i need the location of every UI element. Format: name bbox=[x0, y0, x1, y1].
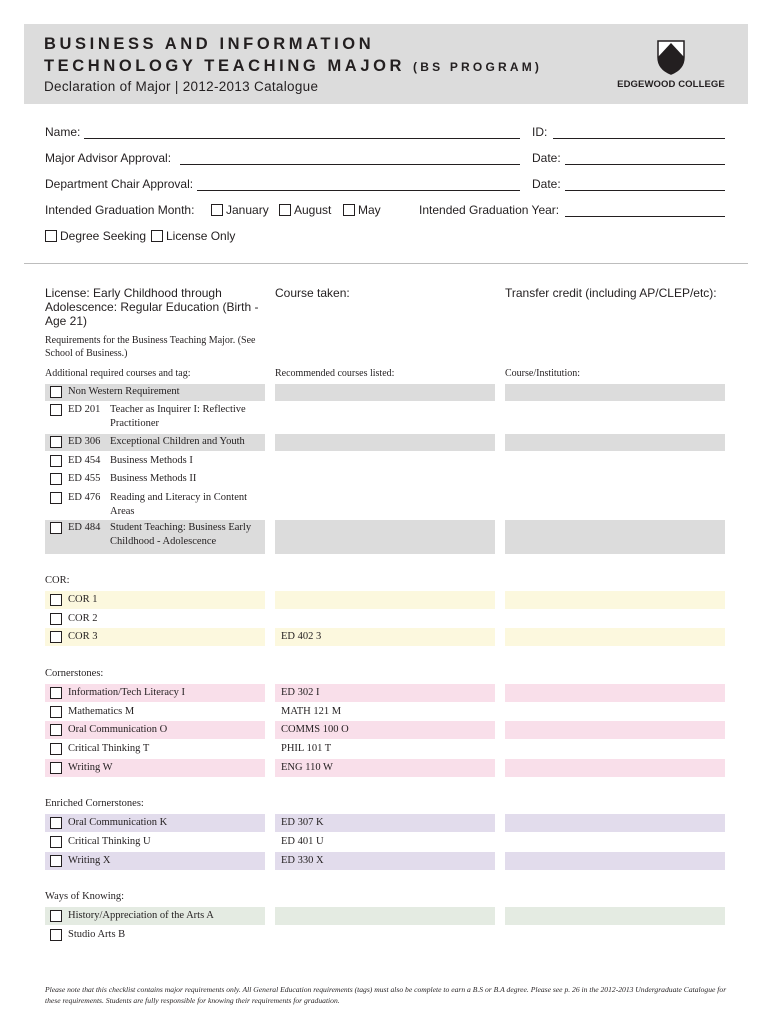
course-checkbox[interactable] bbox=[50, 492, 62, 504]
advisor-label: Major Advisor Approval: bbox=[45, 151, 172, 165]
course-title: Business Methods I bbox=[110, 455, 193, 466]
course-checkbox[interactable] bbox=[50, 473, 62, 485]
tag-checkbox[interactable] bbox=[50, 762, 62, 774]
recommended-course: ED 302 I bbox=[281, 687, 320, 698]
transfer-field[interactable] bbox=[505, 814, 725, 832]
ways-heading: Ways of Knowing: bbox=[45, 891, 125, 902]
course-taken-field[interactable] bbox=[275, 591, 495, 609]
transfer-field[interactable] bbox=[505, 721, 725, 739]
tag-label: History/Appreciation of the Arts A bbox=[68, 910, 214, 921]
recommended-course: COMMS 100 O bbox=[281, 724, 349, 735]
course-title: Teacher as Inquirer I: Reflective Practitioner bbox=[110, 404, 246, 429]
tag-checkbox[interactable] bbox=[50, 910, 62, 922]
shield-icon bbox=[656, 39, 686, 75]
cornerstones-heading: Cornerstones: bbox=[45, 668, 104, 679]
recommended-course: PHIL 101 T bbox=[281, 743, 332, 754]
transfer-field[interactable] bbox=[505, 434, 725, 451]
course-title: Exceptional Children and Youth bbox=[110, 436, 245, 447]
transfer-field[interactable] bbox=[505, 759, 725, 777]
recommended-course: ED 330 X bbox=[281, 855, 324, 866]
advisor-input[interactable] bbox=[180, 164, 520, 165]
recommended-course: ED 307 K bbox=[281, 817, 324, 828]
tag-label: COR 3 bbox=[68, 631, 98, 642]
chair-date-input[interactable] bbox=[565, 190, 725, 191]
option-degree-seeking[interactable]: Degree Seeking bbox=[45, 229, 146, 243]
title-main: TECHNOLOGY TEACHING MAJOR bbox=[44, 57, 406, 75]
title-line-2 bbox=[44, 57, 542, 76]
chair-input[interactable] bbox=[197, 190, 520, 191]
course-checkbox[interactable] bbox=[50, 522, 62, 534]
tag-label: Mathematics M bbox=[68, 706, 135, 717]
course-taken-field[interactable] bbox=[275, 907, 495, 925]
tag-checkbox[interactable] bbox=[50, 613, 62, 625]
course-title: Student Teaching: Business Early Childhood - Adolescence bbox=[110, 522, 252, 547]
advisor-date-label: Date: bbox=[532, 151, 561, 165]
transfer-field[interactable] bbox=[505, 907, 725, 925]
recommended-course: MATH 121 M bbox=[281, 706, 342, 717]
grad-year-input[interactable] bbox=[565, 216, 725, 217]
tag-checkbox[interactable] bbox=[50, 594, 62, 606]
college-logo bbox=[616, 39, 726, 90]
header-banner bbox=[24, 24, 748, 104]
course-checkbox[interactable] bbox=[50, 404, 62, 416]
tag-checkbox[interactable] bbox=[50, 855, 62, 867]
checkbox[interactable] bbox=[343, 204, 355, 216]
tag-label: Critical Thinking T bbox=[68, 743, 150, 754]
tag-checkbox[interactable] bbox=[50, 836, 62, 848]
name-label: Name: bbox=[45, 125, 81, 139]
course-taken-field[interactable] bbox=[275, 384, 495, 401]
transfer-field[interactable] bbox=[505, 628, 725, 646]
tag-label: COR 2 bbox=[68, 613, 98, 624]
course-title: Non Western Requirement bbox=[68, 386, 180, 397]
id-input[interactable] bbox=[553, 138, 725, 139]
title-program: (BS PROGRAM) bbox=[413, 60, 543, 74]
id-label: ID: bbox=[532, 125, 548, 139]
requirements-note: Requirements for the Business Teaching Major. (See School of Business.) bbox=[45, 335, 256, 359]
institution-note: Course/Institution: bbox=[505, 368, 580, 379]
subtitle: Declaration of Major | 2012-2013 Catalogue bbox=[44, 79, 319, 94]
divider bbox=[24, 263, 748, 264]
month-may[interactable]: May bbox=[343, 203, 381, 217]
course-code: ED 476 bbox=[68, 492, 101, 503]
course-checkbox[interactable] bbox=[50, 455, 62, 467]
checkbox[interactable] bbox=[279, 204, 291, 216]
month-august[interactable]: August bbox=[279, 203, 331, 217]
tag-label: Information/Tech Literacy I bbox=[68, 687, 186, 698]
course-code: ED 484 bbox=[68, 522, 101, 533]
additional-note: Additional required courses and tag: bbox=[45, 368, 191, 379]
chair-label: Department Chair Approval: bbox=[45, 177, 194, 191]
tag-checkbox[interactable] bbox=[50, 724, 62, 736]
transfer-field[interactable] bbox=[505, 384, 725, 401]
course-code: ED 454 bbox=[68, 455, 101, 466]
tag-label: Critical Thinking U bbox=[68, 836, 151, 847]
recommended-course: ED 402 3 bbox=[281, 631, 322, 642]
license-heading: License: Early Childhood through Adolescence: Regular Education (Birth - Age 21) bbox=[45, 286, 259, 328]
course-code: ED 306 bbox=[68, 436, 101, 447]
recommended-note: Recommended courses listed: bbox=[275, 368, 395, 379]
course-title: Business Methods II bbox=[110, 473, 197, 484]
chair-date-label: Date: bbox=[532, 177, 561, 191]
tag-label: Writing W bbox=[68, 762, 113, 773]
course-taken-heading: Course taken: bbox=[275, 286, 350, 300]
course-taken-field[interactable] bbox=[275, 434, 495, 451]
transfer-field[interactable] bbox=[505, 520, 725, 554]
transfer-heading: Transfer credit (including AP/CLEP/etc): bbox=[505, 286, 717, 300]
course-code: ED 201 bbox=[68, 404, 101, 415]
tag-checkbox[interactable] bbox=[50, 929, 62, 941]
tag-label: Writing X bbox=[68, 855, 111, 866]
grad-month-label: Intended Graduation Month: bbox=[45, 203, 195, 217]
recommended-course: ED 401 U bbox=[281, 836, 324, 847]
month-january[interactable]: January bbox=[211, 203, 269, 217]
name-input[interactable] bbox=[84, 138, 520, 139]
advisor-date-input[interactable] bbox=[565, 164, 725, 165]
course-taken-field[interactable] bbox=[275, 520, 495, 554]
checkbox[interactable] bbox=[45, 230, 57, 242]
tag-label: COR 1 bbox=[68, 594, 98, 605]
transfer-field[interactable] bbox=[505, 852, 725, 870]
course-title: Reading and Literacy in Content Areas bbox=[110, 492, 248, 517]
logo-text: EDGEWOOD COLLEGE bbox=[617, 79, 725, 90]
recommended-course: ENG 110 W bbox=[281, 762, 333, 773]
tag-checkbox[interactable] bbox=[50, 743, 62, 755]
course-code: ED 455 bbox=[68, 473, 101, 484]
tag-checkbox[interactable] bbox=[50, 631, 62, 643]
tag-checkbox[interactable] bbox=[50, 817, 62, 829]
title-line-1: BUSINESS AND INFORMATION bbox=[44, 35, 375, 53]
course-checkbox[interactable] bbox=[50, 436, 62, 448]
tag-label: Oral Communication O bbox=[68, 724, 168, 735]
tag-checkbox[interactable] bbox=[50, 687, 62, 699]
course-checkbox[interactable] bbox=[50, 386, 62, 398]
grad-year-label: Intended Graduation Year: bbox=[419, 203, 560, 217]
transfer-field[interactable] bbox=[505, 591, 725, 609]
transfer-field[interactable] bbox=[505, 684, 725, 702]
tag-label: Studio Arts B bbox=[68, 929, 126, 940]
option-license-only[interactable]: License Only bbox=[151, 229, 235, 243]
enriched-heading: Enriched Cornerstones: bbox=[45, 798, 144, 809]
checkbox[interactable] bbox=[151, 230, 163, 242]
footnote: Please note that this checklist contains major requirements only. All General Education requirements (tags) must also be complete to earn a B.S or B.A degree. Please see p. 26 in the 2012-2013 Undergraduate Catalogue for these requirements. Students are fully responsible for knowing their requirements for graduation. bbox=[45, 985, 727, 1005]
checkbox[interactable] bbox=[211, 204, 223, 216]
tag-label: Oral Communication K bbox=[68, 817, 168, 828]
cor-heading: COR: bbox=[45, 575, 70, 586]
tag-checkbox[interactable] bbox=[50, 706, 62, 718]
